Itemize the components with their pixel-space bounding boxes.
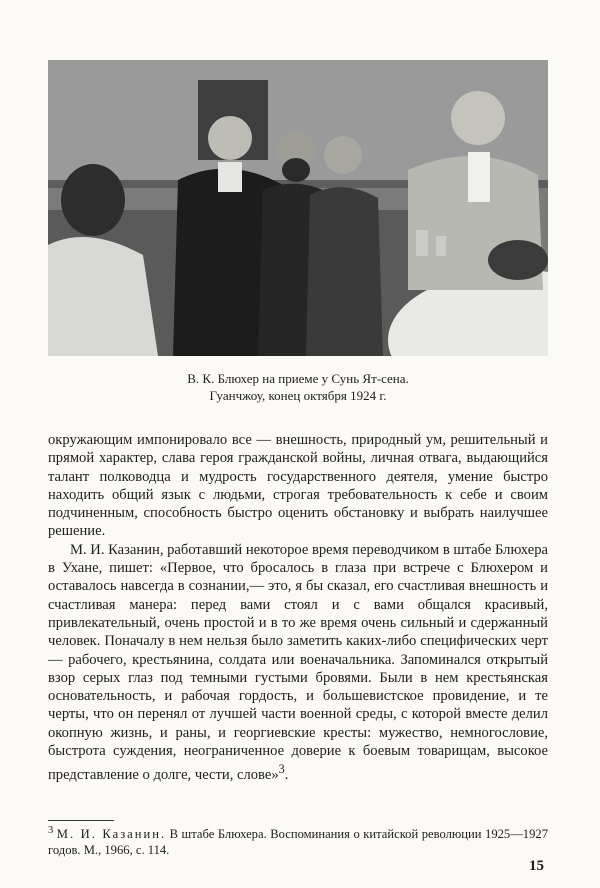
caption-line-2: Гуанчжоу, конец октября 1924 г. bbox=[209, 388, 387, 403]
body-text bbox=[48, 431, 548, 785]
footnote-number: 3 bbox=[48, 825, 54, 836]
footnote-ref: 3 bbox=[278, 762, 285, 777]
photo-caption bbox=[48, 370, 548, 404]
page-number: 15 bbox=[529, 858, 544, 874]
footnote-text: В штабе Блюхера. Воспоминания о китайской революции 1925—1927 годов. М., 1966, с. 114. bbox=[48, 827, 548, 858]
paragraph-2-text: М. И. Казанин, работавший некоторое время переводчиком в штабе Блюхера в Ухане, пишет: «Первое, что бросалось в глаза при встрече с Блюхером и оставалось навсегда в сознании,— это, я бы сказал, его счастливая внешность и счастливая манера: перед вами стоял и с вами общался красивый, привлекательный, очень простой и в то же время очень сильный и сдержанный человек. Поначалу в нем нельзя было заметить каких-либо специфических черт — рабочего, крестьянина, солдата или военачальника. Запоминался открытый взор серых глаз под темными густыми бровями. Были в нем крестьянская основательность, и рабочая гордость, и большевистское провидение, и те черты, что он перенял от лучшей части военной среды, с которой вместе делил окопную жизнь, и раны, и георгиевские кресты: мужество, немногословие, быстрота суждения, неограниченное доверие к боевым товарищам, высокое представление о долге, чести, слове» bbox=[48, 541, 548, 784]
photo-illustration bbox=[48, 60, 548, 356]
group-photograph bbox=[48, 60, 548, 356]
caption-line-1: В. К. Блюхер на приеме у Сунь Ят-сена. bbox=[187, 371, 409, 386]
paragraph-2: М. И. Казанин, работавший некоторое время переводчиком в штабе Блюхера в Ухане, пишет: «Первое, что бросалось в глаза при встрече с Блюхером и оставалось навсегда в сознании,— это, я бы сказал, его счастливая внешность и счастливая манера: перед вами стоял и с вами общался красивый, привлекательный, очень простой и в то же время очень сильный и сдержанный человек. Поначалу в нем нельзя было заметить каких-либо специфических черт — рабочего, крестьянина, солдата или военачальника. Запоминался открытый взор серых глаз под темными густыми бровями. Были в нем крестьянская основательность, и рабочая гордость, и большевистское провидение, и те черты, что он перенял от лучшей части военной среды, с которой вместе делил окопную жизнь, и раны, и георгиевские кресты: мужество, немногословие, быстрота суждения, неограниченное доверие к боевым товарищам, высокое представление о долге, чести, слове»$^3$. bbox=[48, 541, 548, 784]
footnote-divider bbox=[48, 820, 114, 821]
footnote-author: М. И. Казанин. bbox=[56, 827, 167, 842]
paragraph-1: окружающим импонировало все — внешность, природный ум, решительный и прямой характер, слава героя гражданской войны, личная отвага, выдающийся талант полководца и мудрость государственного деятеля, умение быстро находить общий язык с людьми, строгая требовательность к себе и своим подчиненным, способность быстро оценить обстановку и выбрать наилучшее решение. bbox=[48, 432, 548, 540]
footnote bbox=[48, 823, 548, 858]
